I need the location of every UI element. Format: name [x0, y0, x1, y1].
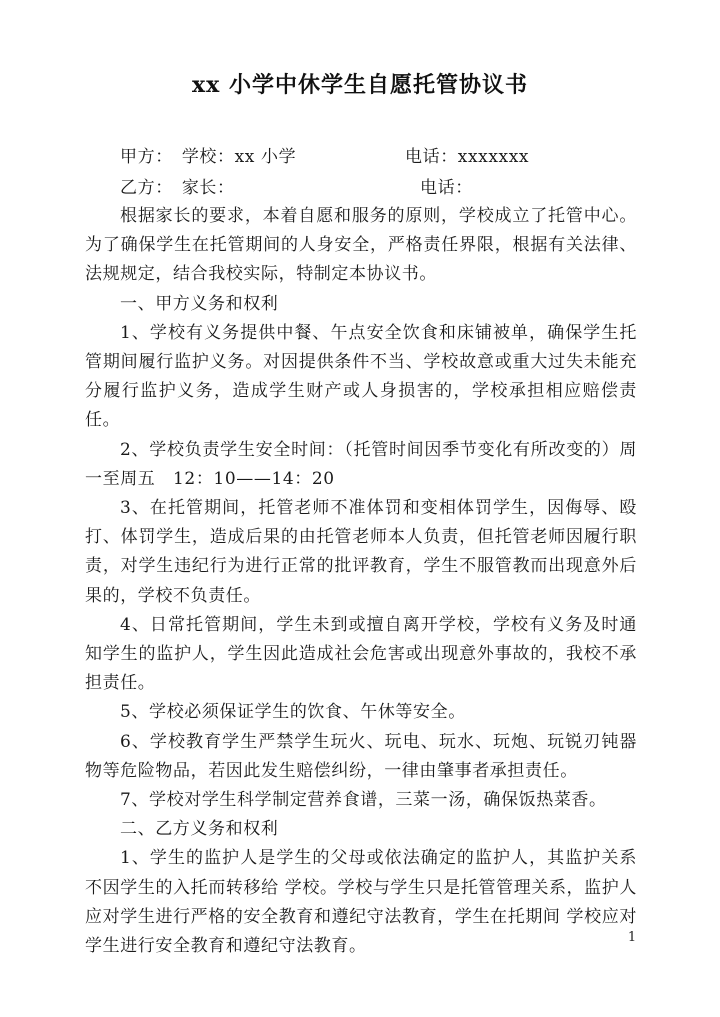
- section1-item-4: 4、日常托管期间，学生未到或擅自离开学校，学校有义务及时通知学生的监护人，学生因此造成社会危害或出现意外事故的，我校不承担责任。: [85, 614, 637, 694]
- agreement-body: [85, 202, 637, 961]
- section1-item-6: 6、学校教育学生严禁学生玩火、玩电、玩水、玩炮、玩锐刃钝器物等危险物品，若因此发生赔偿纠纷，一律由肇事者承担责任。: [85, 731, 637, 781]
- section1-item-5: 5、学校必须保证学生的饮食、午休等安全。: [120, 702, 466, 723]
- parties-block: [120, 142, 640, 204]
- party-b-label: 乙方：: [120, 178, 173, 198]
- section1-heading: 一、甲方义务和权利: [120, 293, 279, 314]
- party-b-name: 家长：: [181, 178, 235, 198]
- section1-item-3: 3、在托管期间，托管老师不准体罚和变相体罚学生，因侮辱、殴打、体罚学生，造成后果的由托管老师本人负责，但托管老师因履行职责，对学生违纪行为进行正常的批评教育，学生不服管教而出现意外后果的，学校不负责任。: [85, 498, 637, 606]
- intro-paragraph: 根据家长的要求，本着自愿和服务的原则，学校成立了托管中心。为了确保学生在托管期间的人身安全，严格责任界限，根据有关法律、法规规定，结合我校实际，特制定本协议书。: [85, 206, 637, 285]
- section2-item-1: 1、学生的监护人是学生的父母或依法确定的监护人，其监护关系不因学生的入托而转移给 学校。学校与学生只是托管管理关系，监护人应对学生进行严格的安全教育和遵纪守法教育，学生在托期间 学校应对学生进行安全教育和遵纪守法教育。: [85, 848, 637, 957]
- party-b-phone: 电话：: [420, 178, 473, 198]
- section2-heading: 二、乙方义务和权利: [120, 819, 279, 840]
- section1-item-7: 7、学校对学生科学制定营养食谱，三菜一汤，确保饭热菜香。: [120, 790, 607, 811]
- party-b-row: [120, 173, 640, 204]
- page-title: xx 小学中休学生自愿托管协议书: [192, 72, 528, 98]
- party-a-label: 甲方：: [120, 147, 173, 167]
- party-a-phone: 电话：xxxxxxx: [405, 147, 530, 167]
- section1-item-2: 2、学校负责学生安全时间：（托管时间因季节变化有所改变的）周一至周五 12：10——14：20: [85, 439, 637, 489]
- section1-item-1: 1、学校有义务提供中餐、午点安全饮食和床铺被单，确保学生托管期间履行监护义务。对因提供条件不当、学校故意或重大过失未能充分履行监护义务，造成学生财产或人身损害的，学校承担相应赔偿责任。: [85, 322, 637, 431]
- party-a-row: [120, 142, 640, 173]
- party-a-name: 学校：xx 小学: [181, 147, 297, 167]
- page-number: 1: [627, 930, 637, 945]
